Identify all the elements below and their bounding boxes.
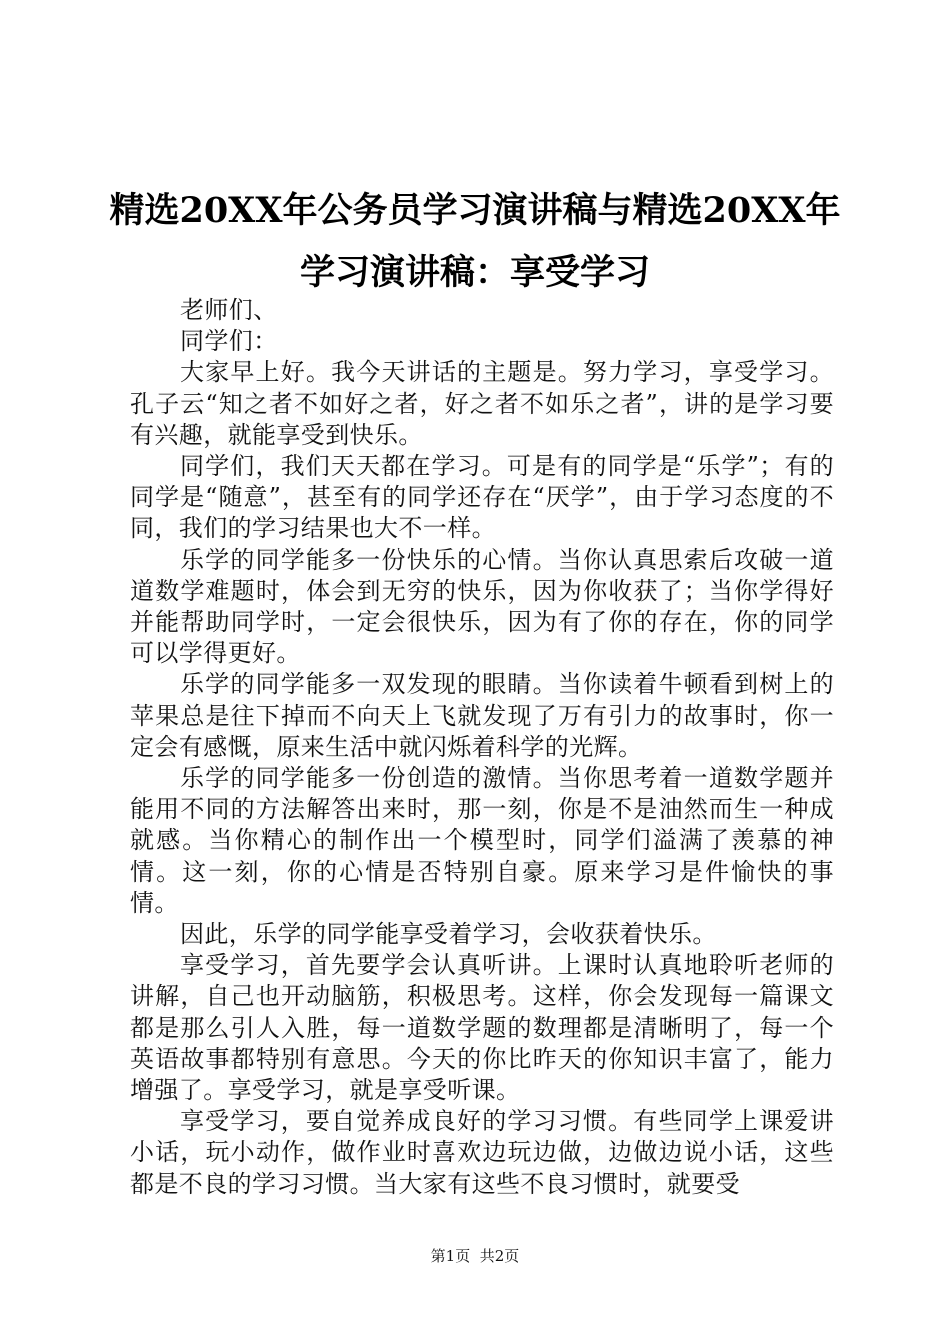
paragraph: 享受学习，要自觉养成良好的学习习惯。有些同学上课爱讲小话，玩小动作，做作业时喜欢边玩边做，边做边说小话，这些都是不良的学习习惯。当大家有这些不良习惯时，就要受 — [130, 1107, 834, 1198]
paragraph: 乐学的同学能多一份创造的激情。当你思考着一道数学题并能用不同的方法解答出来时，那一刻，你是不是油然而生一种成就感。当你精心的制作出一个模型时，同学们溢满了羡慕的神情。这一刻，你的心情是否特别自豪。原来学习是件愉快的事情。 — [130, 764, 834, 917]
paragraph: 老师们、 — [180, 296, 278, 324]
paragraph: 同学们，我们天天都在学习。可是有的同学是“乐学”；有的同学是“随意”，甚至有的同学还存在“厌学”，由于学习态度的不同，我们的学习结果也大不一样。 — [130, 452, 834, 543]
document-body — [130, 295, 834, 1200]
page-footer — [0, 1245, 950, 1266]
paragraph: 乐学的同学能多一份快乐的心情。当你认真思索后攻破一道道数学难题时，体会到无穷的快乐，因为你收获了；当你学得好并能帮助同学时，一定会很快乐，因为有了你的存在，你的同学可以学得更好。 — [130, 545, 834, 668]
paragraph: 享受学习，首先要学会认真听讲。上课时认真地聆听老师的讲解，自己也开动脑筋，积极思考。这样，你会发现每一篇课文都是那么引人入胜，每一道数学题的数理都是清晰明了，每一个英语故事都特别有意思。今天的你比昨天的你知识丰富了，能力增强了。享受学习，就是享受听课。 — [130, 951, 834, 1105]
document-title: 精选20XX年公务员学习演讲稿与精选20XX年学习演讲稿：享受学习 — [109, 190, 841, 293]
paragraph: 同学们： — [180, 327, 278, 356]
paragraph: 大家早上好。我今天讲话的主题是。努力学习，享受学习。孔子云“知之者不如好之者，好之者不如乐之者”，讲的是学习要有兴趣，就能享受到快乐。 — [130, 358, 834, 449]
paragraph: 乐学的同学能多一双发现的眼睛。当你读着牛顿看到树上的苹果总是往下掉而不向天上飞就发现了万有引力的故事时，你一定会有感慨，原来生活中就闪烁着科学的光辉。 — [130, 670, 834, 761]
page-number: 第1页 — [430, 1247, 471, 1265]
page-total: 共2页 — [479, 1247, 520, 1265]
paragraph: 因此，乐学的同学能享受着学习，会收获着快乐。 — [180, 920, 717, 949]
